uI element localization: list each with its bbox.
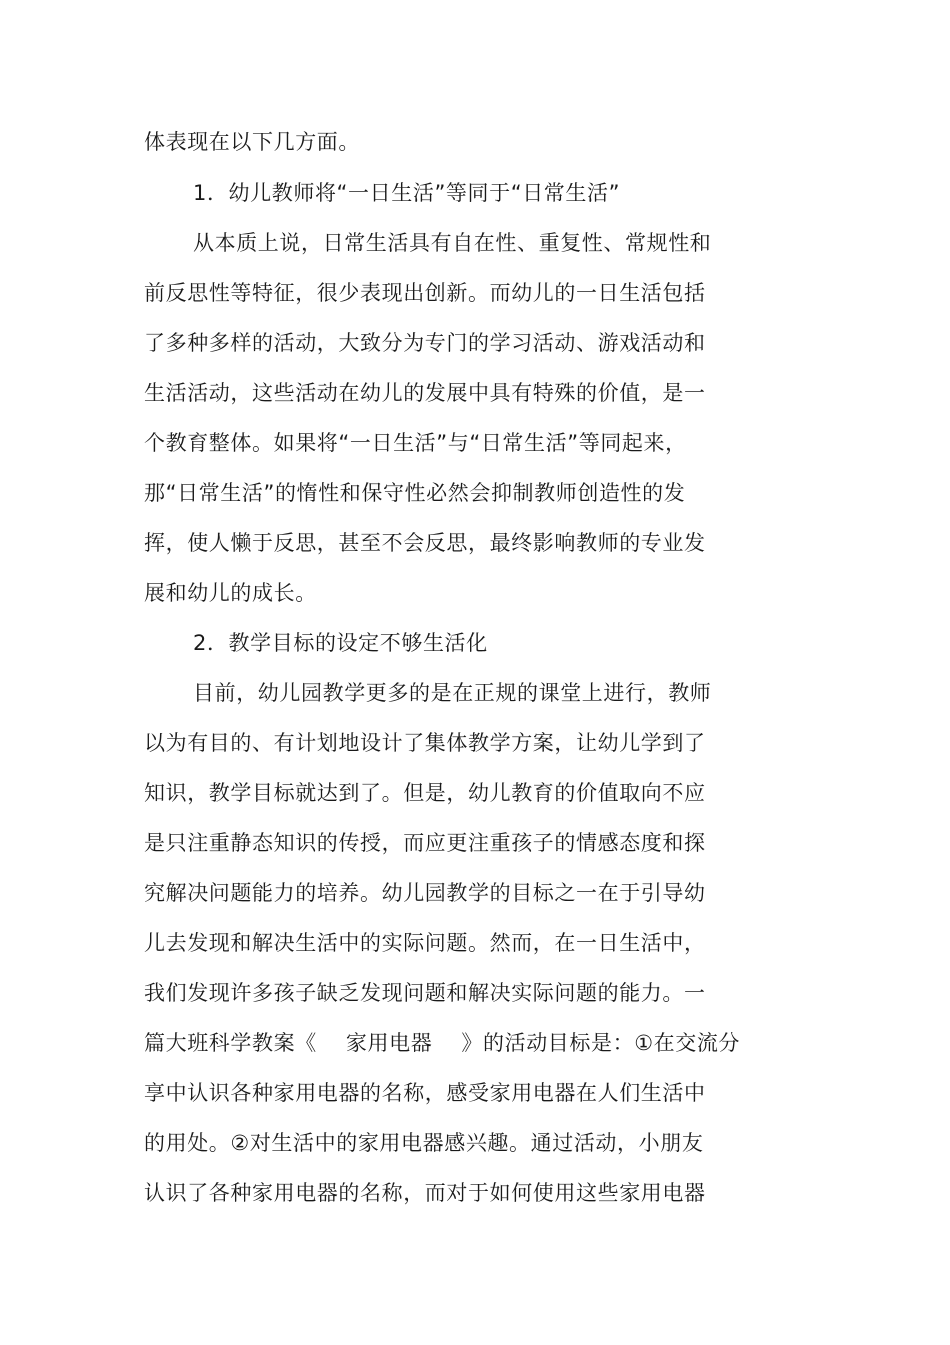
paragraph-line: 是只注重静态知识的传授，而应更注重孩子的情感态度和探 — [144, 831, 706, 855]
paragraph-line: 生活活动，这些活动在幼儿的发展中具有特殊的价值，是一 — [144, 381, 706, 405]
paragraph-line: 篇大班科学教案《 家用电器 》的活动目标是：①在交流分 — [144, 1031, 741, 1055]
section-heading: 1．幼儿教师将“一日生活”等同于“日常生活” — [193, 181, 621, 205]
paragraph-line: 以为有目的、有计划地设计了集体教学方案，让幼儿学到了 — [144, 731, 706, 755]
paragraph-line: 享中认识各种家用电器的名称，感受家用电器在人们生活中 — [144, 1081, 706, 1105]
paragraph-line: 体表现在以下几方面。 — [144, 130, 360, 154]
paragraph-line: 个教育整体。如果将“一日生活”与“日常生活”等同起来， — [144, 431, 687, 455]
section-heading: 2．教学目标的设定不够生活化 — [193, 631, 488, 655]
paragraph-line: 认识了各种家用电器的名称，而对于如何使用这些家用电器 — [144, 1181, 706, 1205]
paragraph-line: 目前，幼儿园教学更多的是在正规的课堂上进行，教师 — [193, 681, 712, 705]
paragraph-line: 究解决问题能力的培养。幼儿园教学的目标之一在于引导幼 — [144, 881, 706, 905]
paragraph-line: 我们发现许多孩子缺乏发现问题和解决实际问题的能力。一 — [144, 981, 706, 1005]
paragraph-line: 从本质上说，日常生活具有自在性、重复性、常规性和 — [193, 231, 712, 255]
paragraph-line: 前反思性等特征，很少表现出创新。而幼儿的一日生活包括 — [144, 281, 706, 305]
paragraph-line: 的用处。②对生活中的家用电器感兴趣。通过活动，小朋友 — [144, 1131, 704, 1155]
paragraph-line: 儿去发现和解决生活中的实际问题。然而，在一日生活中， — [144, 931, 706, 955]
paragraph-line: 了多种多样的活动，大致分为专门的学习活动、游戏活动和 — [144, 331, 706, 355]
paragraph-line: 展和幼儿的成长。 — [144, 581, 317, 605]
paragraph-line: 挥，使人懒于反思，甚至不会反思，最终影响教师的专业发 — [144, 531, 706, 555]
paragraph-line: 那“日常生活”的惰性和保守性必然会抑制教师创造性的发 — [144, 481, 686, 505]
paragraph-line: 知识，教学目标就达到了。但是，幼儿教育的价值取向不应 — [144, 781, 706, 805]
